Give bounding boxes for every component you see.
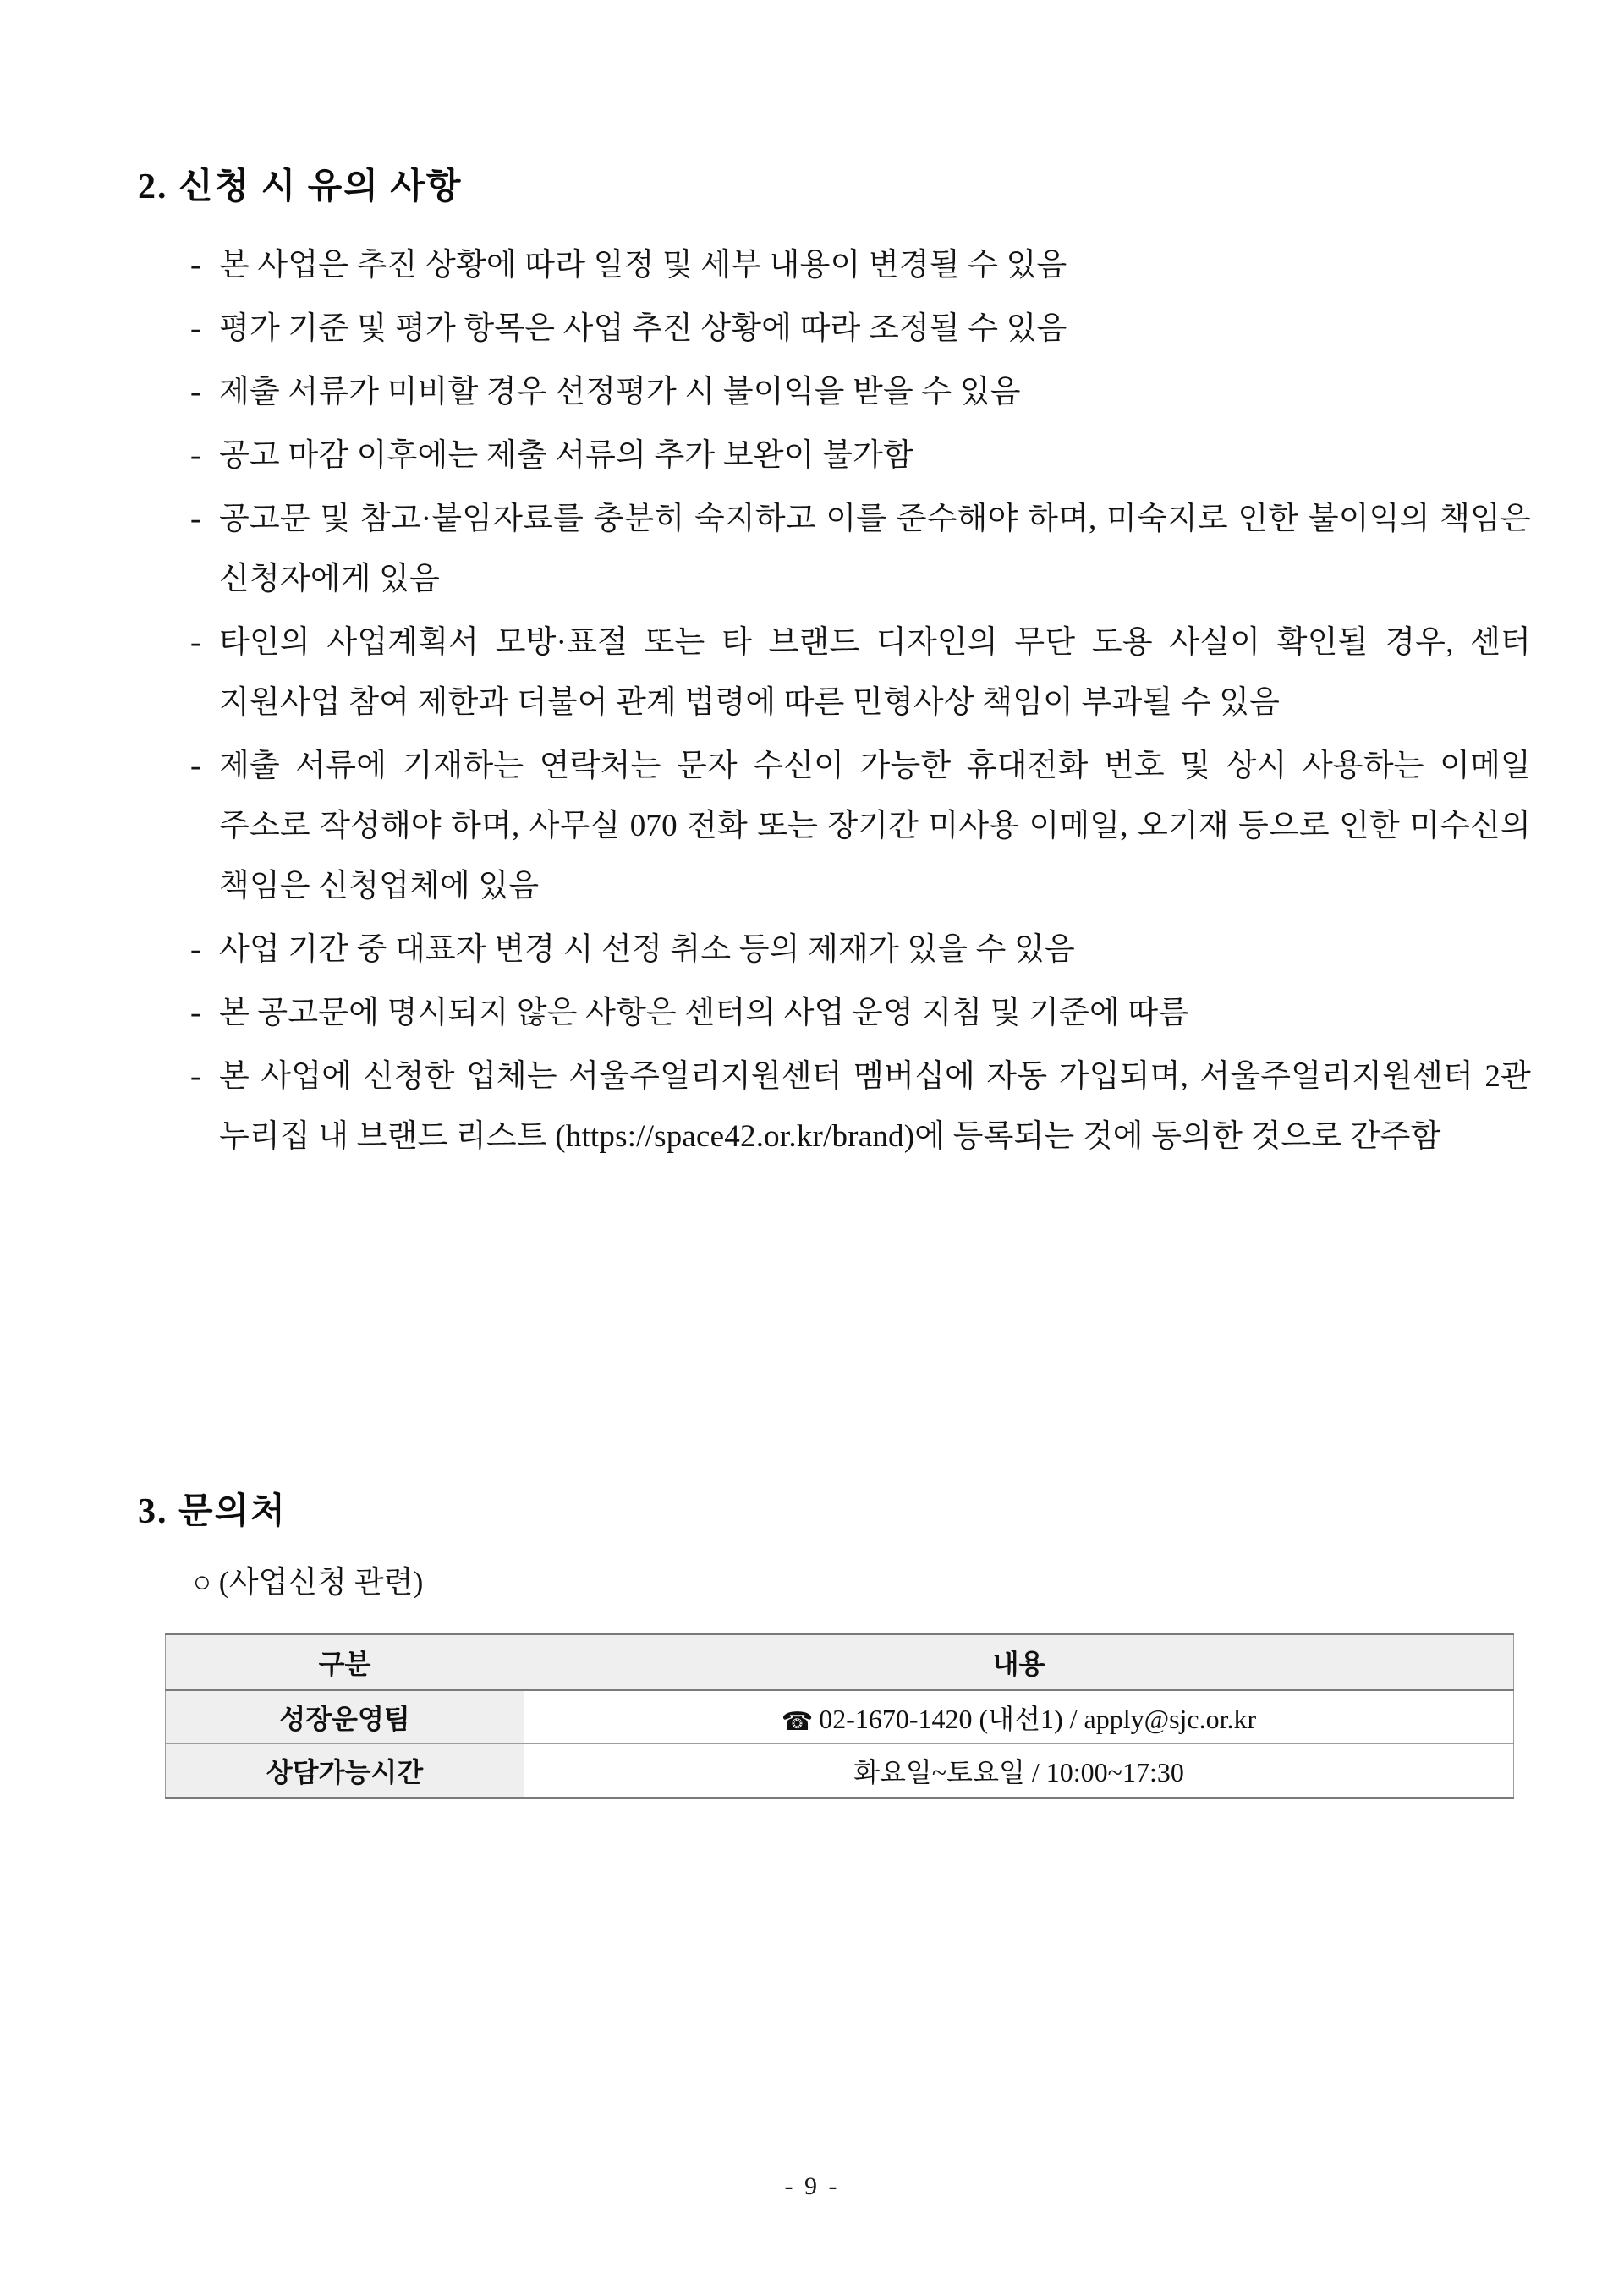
contact-table [165, 1633, 1514, 1799]
bullet-dash-icon: - [190, 749, 201, 783]
list-item-text: 사업 기간 중 대표자 변경 시 선정 취소 등의 제재가 있을 수 있음 [219, 932, 1075, 967]
list-item [190, 362, 1531, 422]
table-cell-hours-label: 상담가능시간 [166, 1744, 524, 1798]
bullet-dash-icon: - [190, 1059, 201, 1094]
table-row [166, 1744, 1514, 1798]
list-item-text: 공고 마감 이후에는 제출 서류의 추가 보완이 불가함 [219, 438, 914, 473]
telephone-icon: ☎ [781, 1708, 814, 1736]
list-item-text: 본 사업은 추진 상황에 따라 일정 및 세부 내용이 변경될 수 있음 [219, 248, 1067, 283]
table-cell-hours-value: 화요일~토요일 / 10:00~17:30 [524, 1744, 1514, 1798]
list-item [190, 983, 1531, 1043]
list-item-text: 공고문 및 참고·붙임자료를 충분히 숙지하고 이를 준수해야 하며, 미숙지로 인한 불이익의 책임은 신청자에게 있음 [219, 502, 1531, 596]
list-item [190, 612, 1531, 733]
list-item-text: 평가 기준 및 평가 항목은 사업 추진 상황에 따라 조정될 수 있음 [219, 311, 1067, 346]
list-item [190, 736, 1531, 916]
list-item [190, 920, 1531, 980]
list-item [190, 299, 1531, 359]
section-3-heading: 3. 문의처 [138, 1492, 287, 1531]
bullet-dash-icon: - [190, 625, 201, 660]
bullet-dash-icon: - [190, 248, 201, 283]
notice-bullet-list [190, 235, 1531, 1170]
bullet-dash-icon: - [190, 932, 201, 967]
contact-table-container [165, 1633, 1514, 1799]
list-item-text: 제출 서류에 기재하는 연락처는 문자 수신이 가능한 휴대전화 번호 및 상시 사용하는 이메일 주소로 작성해야 하며, 사무실 070 전화 또는 장기간 미사용 이메일, 오기재 등으로 인한 미수신의 책임은 신청업체에 있음 [219, 749, 1531, 903]
list-item [190, 1046, 1531, 1167]
bullet-dash-icon: - [190, 502, 201, 536]
table-row [166, 1690, 1514, 1744]
list-item [190, 426, 1531, 486]
table-cell-team-label: 성장운영팀 [166, 1690, 524, 1744]
list-item-text: 본 사업에 신청한 업체는 서울주얼리지원센터 멤버십에 자동 가입되며, 서울주얼리지원센터 2관 누리집 내 브랜드 리스트 (https://space42.or.kr/brand)에 등록되는 것에 동의한 것으로 간주함 [219, 1059, 1531, 1154]
bullet-dash-icon: - [190, 438, 201, 473]
table-header-content: 내용 [524, 1634, 1514, 1691]
bullet-dash-icon: - [190, 311, 201, 346]
section-2-heading: 2. 신청 시 유의 사항 [138, 167, 463, 206]
table-cell-team-contact-text: 02-1670-1420 (내선1) / apply@sjc.or.kr [819, 1704, 1257, 1734]
bullet-dash-icon: - [190, 375, 201, 409]
contact-subheading: ○ (사업신청 관련) [193, 1565, 424, 1599]
list-item-text: 제출 서류가 미비할 경우 선정평가 시 불이익을 받을 수 있음 [219, 375, 1021, 409]
list-item [190, 489, 1531, 609]
bullet-dash-icon: - [190, 996, 201, 1030]
table-header-category: 구분 [166, 1634, 524, 1691]
table-cell-team-contact [524, 1690, 1514, 1744]
list-item-text: 본 공고문에 명시되지 않은 사항은 센터의 사업 운영 지침 및 기준에 따름 [219, 996, 1189, 1030]
table-header-row [166, 1634, 1514, 1691]
page-number: - 9 - [784, 2172, 840, 2200]
list-item [190, 235, 1531, 295]
list-item-text: 타인의 사업계획서 모방·표절 또는 타 브랜드 디자인의 무단 도용 사실이 확인될 경우, 센터 지원사업 참여 제한과 더불어 관계 법령에 따른 민형사상 책임이 부과될 수 있음 [219, 625, 1531, 720]
